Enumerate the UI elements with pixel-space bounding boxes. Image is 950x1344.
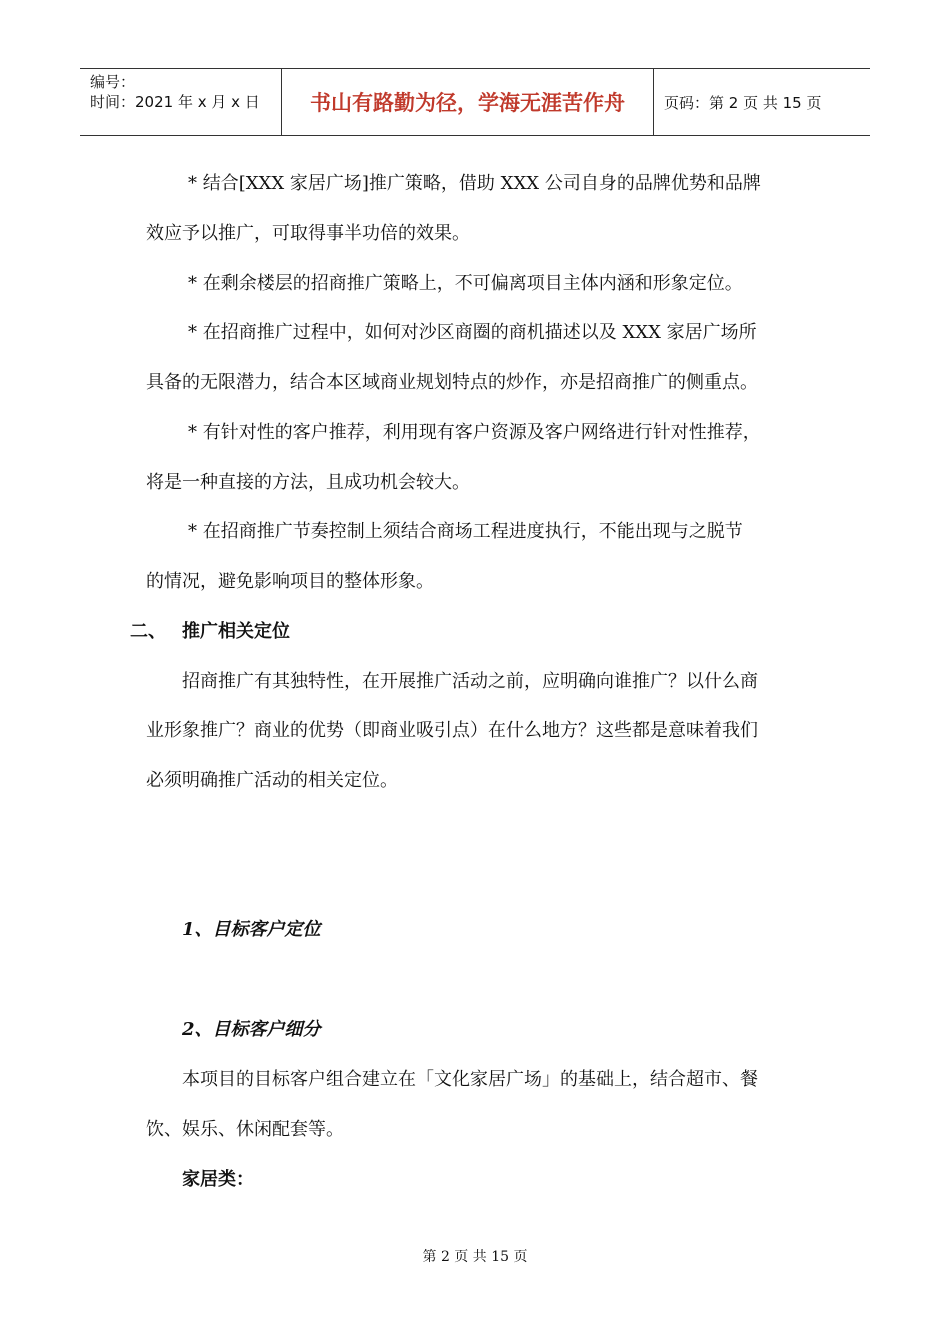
paragraph-line: 饮、娱乐、休闲配套等。 — [146, 1119, 344, 1140]
paragraph-line: 将是一种直接的方法，且成功机会较大。 — [146, 472, 470, 493]
paragraph-line: * 在招商推广过程中，如何对沙区商圈的商机描述以及 XXX 家居广场所 — [188, 322, 757, 343]
paragraph-line: * 有针对性的客户推荐，利用现有客户资源及客户网络进行针对性推荐， — [188, 422, 761, 443]
category-heading: 家居类： — [182, 1169, 254, 1190]
paragraph-line: 业形象推广？商业的优势（即商业吸引点）在什么地方？这些都是意味着我们 — [146, 720, 758, 741]
paragraph-line: * 在招商推广节奏控制上须结合商场工程进度执行，不能出现与之脱节 — [188, 521, 743, 542]
time-label: 时间：2021 年 x 月 x 日 — [90, 93, 260, 111]
subsection-title: 2、目标客户细分 — [182, 1019, 321, 1040]
paragraph-line: 本项目的目标客户组合建立在「文化家居广场」的基础上，结合超市、餐 — [182, 1069, 758, 1090]
section-title: 推广相关定位 — [182, 621, 290, 642]
subsection-title: 1、目标客户定位 — [182, 919, 321, 940]
paragraph-line: 必须明确推广活动的相关定位。 — [146, 770, 398, 791]
page-footer: 第 2 页 共 15 页 — [422, 1249, 528, 1265]
paragraph-line: * 结合[XXX 家居广场]推广策略，借助 XXX 公司自身的品牌优势和品牌 — [188, 173, 761, 194]
header-meta-cell — [80, 69, 282, 135]
paragraph-line: 招商推广有其独特性，在开展推广活动之前，应明确向谁推广？以什么商 — [182, 671, 758, 692]
page-info-cell: 页码：第 2 页 共 15 页 — [664, 93, 822, 112]
paragraph-line: * 在剩余楼层的招商推广策略上，不可偏离项目主体内涵和形象定位。 — [188, 273, 743, 294]
section-number: 二、 — [130, 621, 166, 642]
motto-cell: 书山有路勤为径，学海无涯苦作舟 — [282, 69, 654, 135]
number-label: 编号： — [90, 73, 136, 91]
paragraph-line: 效应予以推广，可取得事半功倍的效果。 — [146, 223, 470, 244]
paragraph-line: 的情况，避免影响项目的整体形象。 — [146, 571, 434, 592]
paragraph-line: 具备的无限潜力，结合本区域商业规划特点的炒作，亦是招商推广的侧重点。 — [146, 372, 758, 393]
header-table — [80, 68, 870, 136]
